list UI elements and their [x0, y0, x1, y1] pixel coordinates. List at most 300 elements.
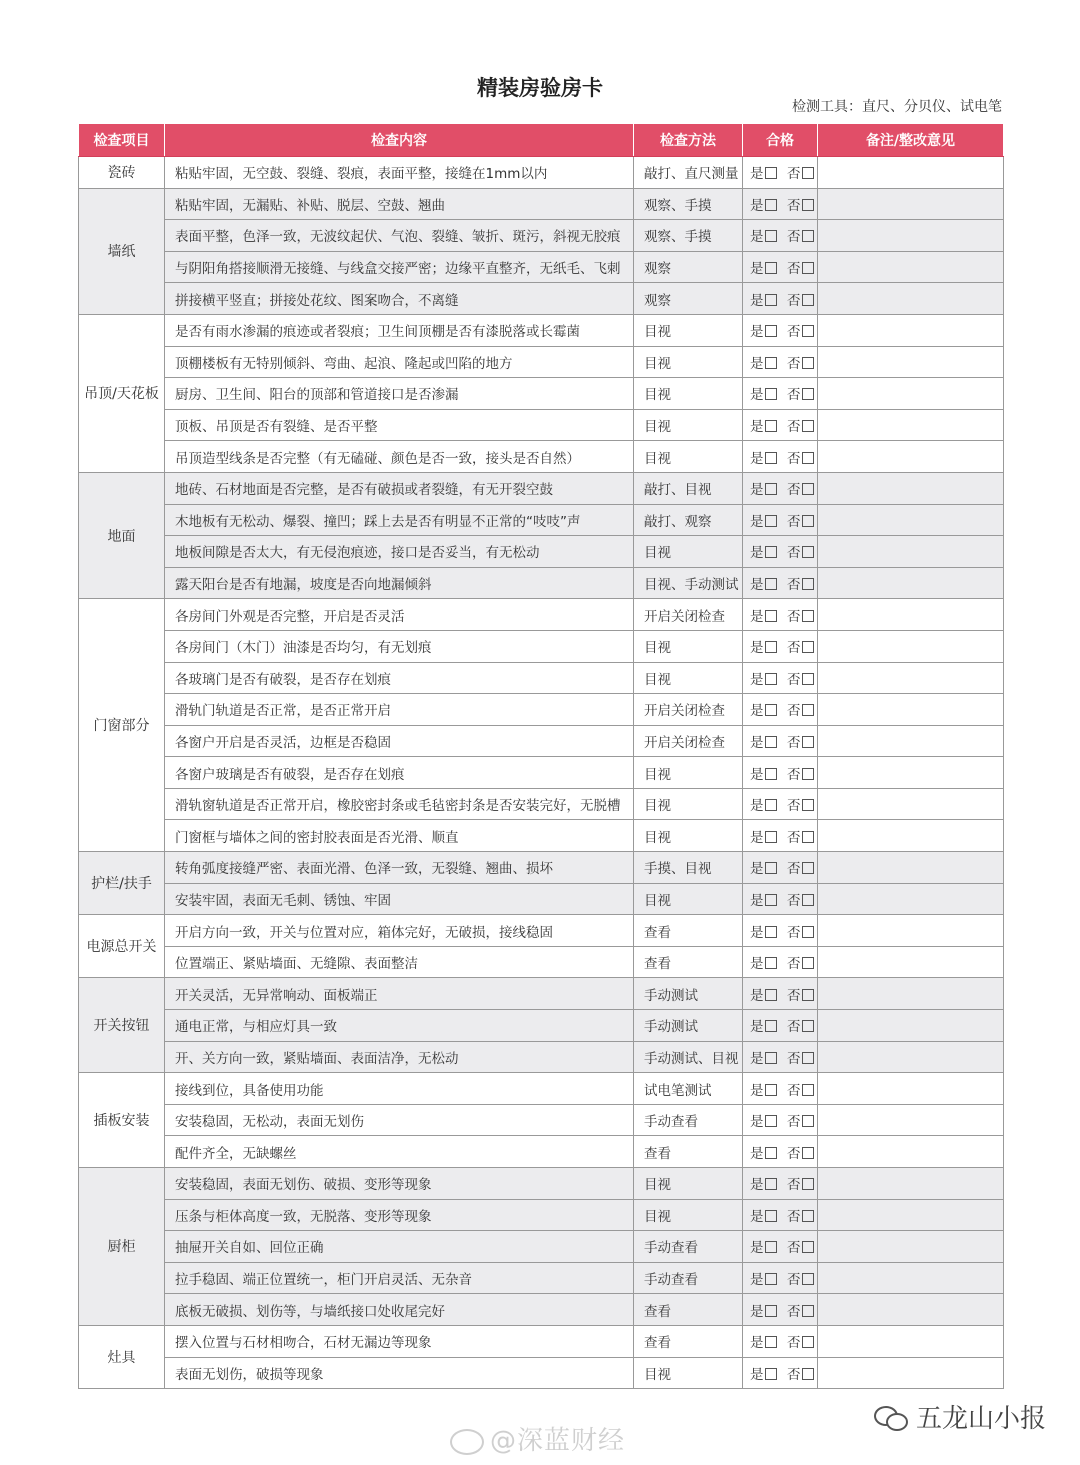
table-row	[79, 852, 1004, 884]
yes-checkbox[interactable]	[765, 325, 777, 337]
pass-cell	[743, 220, 818, 252]
yes-checkbox[interactable]	[765, 1052, 777, 1064]
method-cell: 观察	[634, 251, 743, 283]
yes-checkbox[interactable]	[765, 230, 777, 242]
no-label: 否	[787, 577, 801, 594]
pass-cell	[743, 883, 818, 915]
yes-label: 是	[750, 766, 764, 783]
pass-cell	[743, 536, 818, 568]
no-checkbox[interactable]	[802, 736, 814, 748]
no-label: 否	[787, 703, 801, 720]
no-checkbox[interactable]	[802, 894, 814, 906]
yes-label: 是	[750, 545, 764, 562]
yes-checkbox[interactable]	[765, 673, 777, 685]
pass-cell	[743, 504, 818, 536]
content-cell: 是否有雨水渗漏的痕迹或者裂痕；卫生间顶棚是否有漆脱落或长霉菌	[165, 314, 634, 346]
content-cell: 拼接横平竖直；拼接处花纹、图案吻合，不离缝	[165, 283, 634, 315]
no-label: 否	[787, 229, 801, 246]
notes-cell[interactable]	[818, 757, 1004, 789]
pass-cell	[743, 1231, 818, 1263]
notes-cell[interactable]	[818, 1104, 1004, 1136]
yes-checkbox[interactable]	[765, 736, 777, 748]
no-checkbox[interactable]	[802, 1052, 814, 1064]
category-cell: 电源总开关	[79, 915, 165, 978]
yes-label: 是	[750, 703, 764, 720]
notes-cell[interactable]	[818, 536, 1004, 568]
pass-cell	[743, 251, 818, 283]
yes-label: 是	[750, 640, 764, 657]
yes-label: 是	[750, 956, 764, 973]
no-label: 否	[787, 766, 801, 783]
method-cell: 目视	[634, 1168, 743, 1200]
notes-cell[interactable]	[818, 220, 1004, 252]
notes-cell[interactable]	[818, 946, 1004, 978]
notes-cell[interactable]	[818, 725, 1004, 757]
notes-cell[interactable]	[818, 788, 1004, 820]
wechat-icon	[874, 1404, 908, 1430]
method-cell: 目视	[634, 820, 743, 852]
content-cell: 位置端正、紧贴墙面、无缝隙、表面整洁	[165, 946, 634, 978]
content-cell: 表面无划伤，破损等现象	[165, 1357, 634, 1389]
yes-checkbox[interactable]	[765, 515, 777, 527]
no-label: 否	[787, 355, 801, 372]
no-label: 否	[787, 1366, 801, 1383]
pass-cell	[743, 1136, 818, 1168]
table-row	[79, 1168, 1004, 1200]
yes-label: 是	[750, 798, 764, 815]
pass-cell	[743, 915, 818, 947]
table-row	[79, 1325, 1004, 1357]
table-row	[79, 630, 1004, 662]
no-label: 否	[787, 292, 801, 309]
pass-cell	[743, 788, 818, 820]
notes-cell[interactable]	[818, 157, 1004, 189]
yes-checkbox[interactable]	[765, 546, 777, 558]
yes-label: 是	[750, 387, 764, 404]
table-row	[79, 1262, 1004, 1294]
notes-cell[interactable]	[818, 852, 1004, 884]
content-cell: 各窗户开启是否灵活，边框是否稳固	[165, 725, 634, 757]
table-row	[79, 1199, 1004, 1231]
pass-cell	[743, 946, 818, 978]
no-checkbox[interactable]	[802, 799, 814, 811]
yes-checkbox[interactable]	[765, 167, 777, 179]
content-cell: 配件齐全，无缺螺丝	[165, 1136, 634, 1168]
yes-checkbox[interactable]	[765, 1336, 777, 1348]
pass-cell	[743, 1294, 818, 1326]
no-label: 否	[787, 419, 801, 436]
pass-cell	[743, 409, 818, 441]
tools-note: 检测工具：直尺、分贝仪、试电笔	[792, 99, 1002, 115]
method-cell: 手动查看	[634, 1262, 743, 1294]
method-cell: 目视	[634, 1199, 743, 1231]
pass-cell	[743, 1325, 818, 1357]
pass-cell	[743, 378, 818, 410]
pass-cell	[743, 1010, 818, 1042]
yes-label: 是	[750, 1145, 764, 1162]
pass-cell	[743, 757, 818, 789]
yes-label: 是	[750, 734, 764, 751]
content-cell: 地砖、石材地面是否完整，是否有破损或者裂缝，有无开裂空鼓	[165, 472, 634, 504]
watermark	[450, 1420, 625, 1457]
content-cell: 表面平整，色泽一致，无波纹起伏、气泡、裂缝、皱折、斑污，斜视无胶痕	[165, 220, 634, 252]
category-cell: 开关按钮	[79, 978, 165, 1073]
yes-label: 是	[750, 324, 764, 341]
pass-cell	[743, 1041, 818, 1073]
pass-cell	[743, 694, 818, 726]
pass-cell	[743, 1199, 818, 1231]
notes-cell[interactable]	[818, 283, 1004, 315]
pass-cell	[743, 441, 818, 473]
no-label: 否	[787, 1240, 801, 1257]
method-cell: 目视	[634, 314, 743, 346]
yes-checkbox[interactable]	[765, 483, 777, 495]
yes-checkbox[interactable]	[765, 1178, 777, 1190]
notes-cell[interactable]	[818, 251, 1004, 283]
no-checkbox[interactable]	[802, 1336, 814, 1348]
notes-cell[interactable]	[818, 1041, 1004, 1073]
content-cell: 开关灵活，无异常响动、面板端正	[165, 978, 634, 1010]
method-cell: 敲打、目视	[634, 472, 743, 504]
content-cell: 底板无破损、划伤等，与墙纸接口处收尾完好	[165, 1294, 634, 1326]
table-row	[79, 157, 1004, 189]
content-cell: 门窗框与墙体之间的密封胶表面是否光滑、顺直	[165, 820, 634, 852]
yes-checkbox[interactable]	[765, 578, 777, 590]
notes-cell[interactable]	[818, 1199, 1004, 1231]
no-checkbox[interactable]	[802, 1020, 814, 1032]
table-row	[79, 1231, 1004, 1263]
yes-label: 是	[750, 892, 764, 909]
no-checkbox[interactable]	[802, 388, 814, 400]
content-cell: 地板间隙是否太大，有无侵泡痕迹，接口是否妥当，有无松动	[165, 536, 634, 568]
table-row	[79, 1294, 1004, 1326]
yes-checkbox[interactable]	[765, 294, 777, 306]
notes-cell[interactable]	[818, 1357, 1004, 1389]
notes-cell[interactable]	[818, 662, 1004, 694]
brand-name: 五龙山小报	[915, 1404, 1046, 1434]
yes-label: 是	[750, 513, 764, 530]
no-label: 否	[787, 387, 801, 404]
method-cell: 目视	[634, 883, 743, 915]
no-label: 否	[787, 987, 801, 1004]
no-checkbox[interactable]	[802, 546, 814, 558]
method-cell: 目视	[634, 346, 743, 378]
content-cell: 顶板、吊顶是否有裂缝、是否平整	[165, 409, 634, 441]
no-label: 否	[787, 1272, 801, 1289]
table-row	[79, 662, 1004, 694]
no-checkbox[interactable]	[802, 673, 814, 685]
yes-label: 是	[750, 1050, 764, 1067]
method-cell: 敲打、观察	[634, 504, 743, 536]
no-label: 否	[787, 1050, 801, 1067]
method-cell: 手动查看	[634, 1104, 743, 1136]
content-cell: 开启方向一致，开关与位置对应，箱体完好，无破损，接线稳固	[165, 915, 634, 947]
no-checkbox[interactable]	[802, 230, 814, 242]
table-row	[79, 915, 1004, 947]
table-row	[79, 1357, 1004, 1389]
no-checkbox[interactable]	[802, 989, 814, 1001]
no-label: 否	[787, 1114, 801, 1131]
notes-cell[interactable]	[818, 188, 1004, 220]
table-row	[79, 599, 1004, 631]
yes-checkbox[interactable]	[765, 862, 777, 874]
content-cell: 厨房、卫生间、阳台的顶部和管道接口是否渗漏	[165, 378, 634, 410]
no-label: 否	[787, 956, 801, 973]
category-cell: 门窗部分	[79, 599, 165, 852]
content-cell: 滑轨门轨道是否正常，是否正常开启	[165, 694, 634, 726]
table-row	[79, 788, 1004, 820]
yes-checkbox[interactable]	[765, 799, 777, 811]
content-cell: 压条与柜体高度一致，无脱落、变形等现象	[165, 1199, 634, 1231]
no-label: 否	[787, 545, 801, 562]
no-label: 否	[787, 798, 801, 815]
table-row	[79, 251, 1004, 283]
no-label: 否	[787, 1019, 801, 1036]
method-cell: 目视、手动测试	[634, 567, 743, 599]
yes-checkbox[interactable]	[765, 1210, 777, 1222]
notes-cell[interactable]	[818, 1262, 1004, 1294]
notes-cell[interactable]	[818, 409, 1004, 441]
method-cell: 手动查看	[634, 1231, 743, 1263]
method-cell: 目视	[634, 630, 743, 662]
no-label: 否	[787, 861, 801, 878]
content-cell: 顶棚楼板有无特别倾斜、弯曲、起浪、隆起或凹陷的地方	[165, 346, 634, 378]
notes-cell[interactable]	[818, 1325, 1004, 1357]
content-cell: 露天阳台是否有地漏，坡度是否向地漏倾斜	[165, 567, 634, 599]
no-checkbox[interactable]	[802, 420, 814, 432]
header-content: 检查内容	[165, 124, 634, 157]
table-row	[79, 441, 1004, 473]
yes-label: 是	[750, 197, 764, 214]
yes-label: 是	[750, 166, 764, 183]
yes-checkbox[interactable]	[765, 1241, 777, 1253]
yes-checkbox[interactable]	[765, 1084, 777, 1096]
no-checkbox[interactable]	[802, 1241, 814, 1253]
yes-checkbox[interactable]	[765, 388, 777, 400]
no-label: 否	[787, 1208, 801, 1225]
content-cell: 转角弧度接缝严密、表面光滑、色泽一致，无裂缝、翘曲、损坏	[165, 852, 634, 884]
category-cell: 插板安装	[79, 1073, 165, 1168]
yes-label: 是	[750, 419, 764, 436]
yes-checkbox[interactable]	[765, 357, 777, 369]
yes-checkbox[interactable]	[765, 1115, 777, 1127]
method-cell: 查看	[634, 1325, 743, 1357]
content-cell: 接线到位，具备使用功能	[165, 1073, 634, 1105]
content-cell: 各房间门外观是否完整，开启是否灵活	[165, 599, 634, 631]
no-checkbox[interactable]	[802, 483, 814, 495]
yes-label: 是	[750, 292, 764, 309]
yes-checkbox[interactable]	[765, 610, 777, 622]
method-cell: 目视	[634, 536, 743, 568]
no-label: 否	[787, 1177, 801, 1194]
table-row	[79, 1041, 1004, 1073]
no-checkbox[interactable]	[802, 294, 814, 306]
yes-checkbox[interactable]	[765, 926, 777, 938]
no-checkbox[interactable]	[802, 167, 814, 179]
table-row	[79, 757, 1004, 789]
no-checkbox[interactable]	[802, 515, 814, 527]
notes-cell[interactable]	[818, 1136, 1004, 1168]
no-checkbox[interactable]	[802, 262, 814, 274]
yes-checkbox[interactable]	[765, 768, 777, 780]
pass-cell	[743, 662, 818, 694]
inspection-table	[78, 123, 1004, 1389]
yes-checkbox[interactable]	[765, 894, 777, 906]
method-cell: 开启关闭检查	[634, 694, 743, 726]
no-checkbox[interactable]	[802, 610, 814, 622]
yes-label: 是	[750, 450, 764, 467]
table-row	[79, 346, 1004, 378]
no-checkbox[interactable]	[802, 1178, 814, 1190]
method-cell: 试电笔测试	[634, 1073, 743, 1105]
page-title: 精装房验房卡	[477, 76, 603, 100]
notes-cell[interactable]	[818, 694, 1004, 726]
yes-label: 是	[750, 1240, 764, 1257]
yes-label: 是	[750, 1019, 764, 1036]
table-row	[79, 536, 1004, 568]
yes-label: 是	[750, 355, 764, 372]
notes-cell[interactable]	[818, 1294, 1004, 1326]
no-label: 否	[787, 1335, 801, 1352]
notes-cell[interactable]	[818, 1073, 1004, 1105]
no-checkbox[interactable]	[802, 1147, 814, 1159]
yes-checkbox[interactable]	[765, 704, 777, 716]
yes-label: 是	[750, 1272, 764, 1289]
yes-label: 是	[750, 1082, 764, 1099]
content-cell: 各玻璃门是否有破裂，是否存在划痕	[165, 662, 634, 694]
no-label: 否	[787, 261, 801, 278]
content-cell: 木地板有无松动、爆裂、撞凹；踩上去是否有明显不正常的“吱吱”声	[165, 504, 634, 536]
no-checkbox[interactable]	[802, 926, 814, 938]
yes-checkbox[interactable]	[765, 1368, 777, 1380]
category-cell: 瓷砖	[79, 157, 165, 189]
notes-cell[interactable]	[818, 567, 1004, 599]
notes-cell[interactable]	[818, 378, 1004, 410]
yes-label: 是	[750, 1208, 764, 1225]
no-checkbox[interactable]	[802, 768, 814, 780]
no-checkbox[interactable]	[802, 1305, 814, 1317]
method-cell: 查看	[634, 1294, 743, 1326]
yes-checkbox[interactable]	[765, 957, 777, 969]
content-cell: 安装牢固，表面无毛刺、锈蚀、牢固	[165, 883, 634, 915]
no-label: 否	[787, 482, 801, 499]
yes-checkbox[interactable]	[765, 1273, 777, 1285]
pass-cell	[743, 1073, 818, 1105]
no-label: 否	[787, 197, 801, 214]
content-cell: 通电正常，与相应灯具一致	[165, 1010, 634, 1042]
content-cell: 安装稳固，表面无划伤、破损、变形等现象	[165, 1168, 634, 1200]
table-row	[79, 725, 1004, 757]
notes-cell[interactable]	[818, 820, 1004, 852]
no-label: 否	[787, 324, 801, 341]
yes-checkbox[interactable]	[765, 199, 777, 211]
notes-cell[interactable]	[818, 1168, 1004, 1200]
table-row	[79, 283, 1004, 315]
no-checkbox[interactable]	[802, 641, 814, 653]
no-checkbox[interactable]	[802, 957, 814, 969]
yes-checkbox[interactable]	[765, 452, 777, 464]
method-cell: 查看	[634, 915, 743, 947]
table-row	[79, 1010, 1004, 1042]
notes-cell[interactable]	[818, 630, 1004, 662]
no-label: 否	[787, 671, 801, 688]
no-checkbox[interactable]	[802, 1115, 814, 1127]
header-notes: 备注/整改意见	[818, 124, 1004, 157]
no-checkbox[interactable]	[802, 704, 814, 716]
no-checkbox[interactable]	[802, 1084, 814, 1096]
yes-checkbox[interactable]	[765, 262, 777, 274]
notes-cell[interactable]	[818, 883, 1004, 915]
no-checkbox[interactable]	[802, 325, 814, 337]
no-checkbox[interactable]	[802, 831, 814, 843]
method-cell: 查看	[634, 946, 743, 978]
content-cell: 粘贴牢固，无漏贴、补贴、脱层、空鼓、翘曲	[165, 188, 634, 220]
header-row	[79, 124, 1004, 157]
notes-cell[interactable]	[818, 314, 1004, 346]
no-checkbox[interactable]	[802, 199, 814, 211]
yes-checkbox[interactable]	[765, 1305, 777, 1317]
table-row	[79, 378, 1004, 410]
notes-cell[interactable]	[818, 1231, 1004, 1263]
yes-label: 是	[750, 577, 764, 594]
no-checkbox[interactable]	[802, 452, 814, 464]
notes-cell[interactable]	[818, 599, 1004, 631]
notes-cell[interactable]	[818, 915, 1004, 947]
no-checkbox[interactable]	[802, 357, 814, 369]
method-cell: 目视	[634, 441, 743, 473]
pass-cell	[743, 567, 818, 599]
yes-label: 是	[750, 1303, 764, 1320]
content-cell: 抽屉开关自如、回位正确	[165, 1231, 634, 1263]
pass-cell	[743, 1104, 818, 1136]
brand	[874, 1398, 1046, 1435]
yes-checkbox[interactable]	[765, 1020, 777, 1032]
content-cell: 摆入位置与石材相吻合，石材无漏边等现象	[165, 1325, 634, 1357]
notes-cell[interactable]	[818, 978, 1004, 1010]
pass-cell	[743, 852, 818, 884]
method-cell: 目视	[634, 1357, 743, 1389]
no-checkbox[interactable]	[802, 1273, 814, 1285]
yes-checkbox[interactable]	[765, 641, 777, 653]
no-checkbox[interactable]	[802, 578, 814, 590]
yes-checkbox[interactable]	[765, 831, 777, 843]
method-cell: 目视	[634, 409, 743, 441]
method-cell: 目视	[634, 662, 743, 694]
yes-checkbox[interactable]	[765, 989, 777, 1001]
notes-cell[interactable]	[818, 1010, 1004, 1042]
method-cell: 手动测试、目视	[634, 1041, 743, 1073]
pass-cell	[743, 314, 818, 346]
method-cell: 查看	[634, 1136, 743, 1168]
no-checkbox[interactable]	[802, 1210, 814, 1222]
notes-cell[interactable]	[818, 504, 1004, 536]
yes-checkbox[interactable]	[765, 420, 777, 432]
yes-checkbox[interactable]	[765, 1147, 777, 1159]
yes-label: 是	[750, 482, 764, 499]
pass-cell	[743, 1168, 818, 1200]
notes-cell[interactable]	[818, 472, 1004, 504]
no-label: 否	[787, 734, 801, 751]
table-row	[79, 504, 1004, 536]
notes-cell[interactable]	[818, 441, 1004, 473]
table-row	[79, 472, 1004, 504]
no-checkbox[interactable]	[802, 1368, 814, 1380]
pass-cell	[743, 1262, 818, 1294]
table-row	[79, 694, 1004, 726]
yes-label: 是	[750, 861, 764, 878]
notes-cell[interactable]	[818, 346, 1004, 378]
no-checkbox[interactable]	[802, 862, 814, 874]
